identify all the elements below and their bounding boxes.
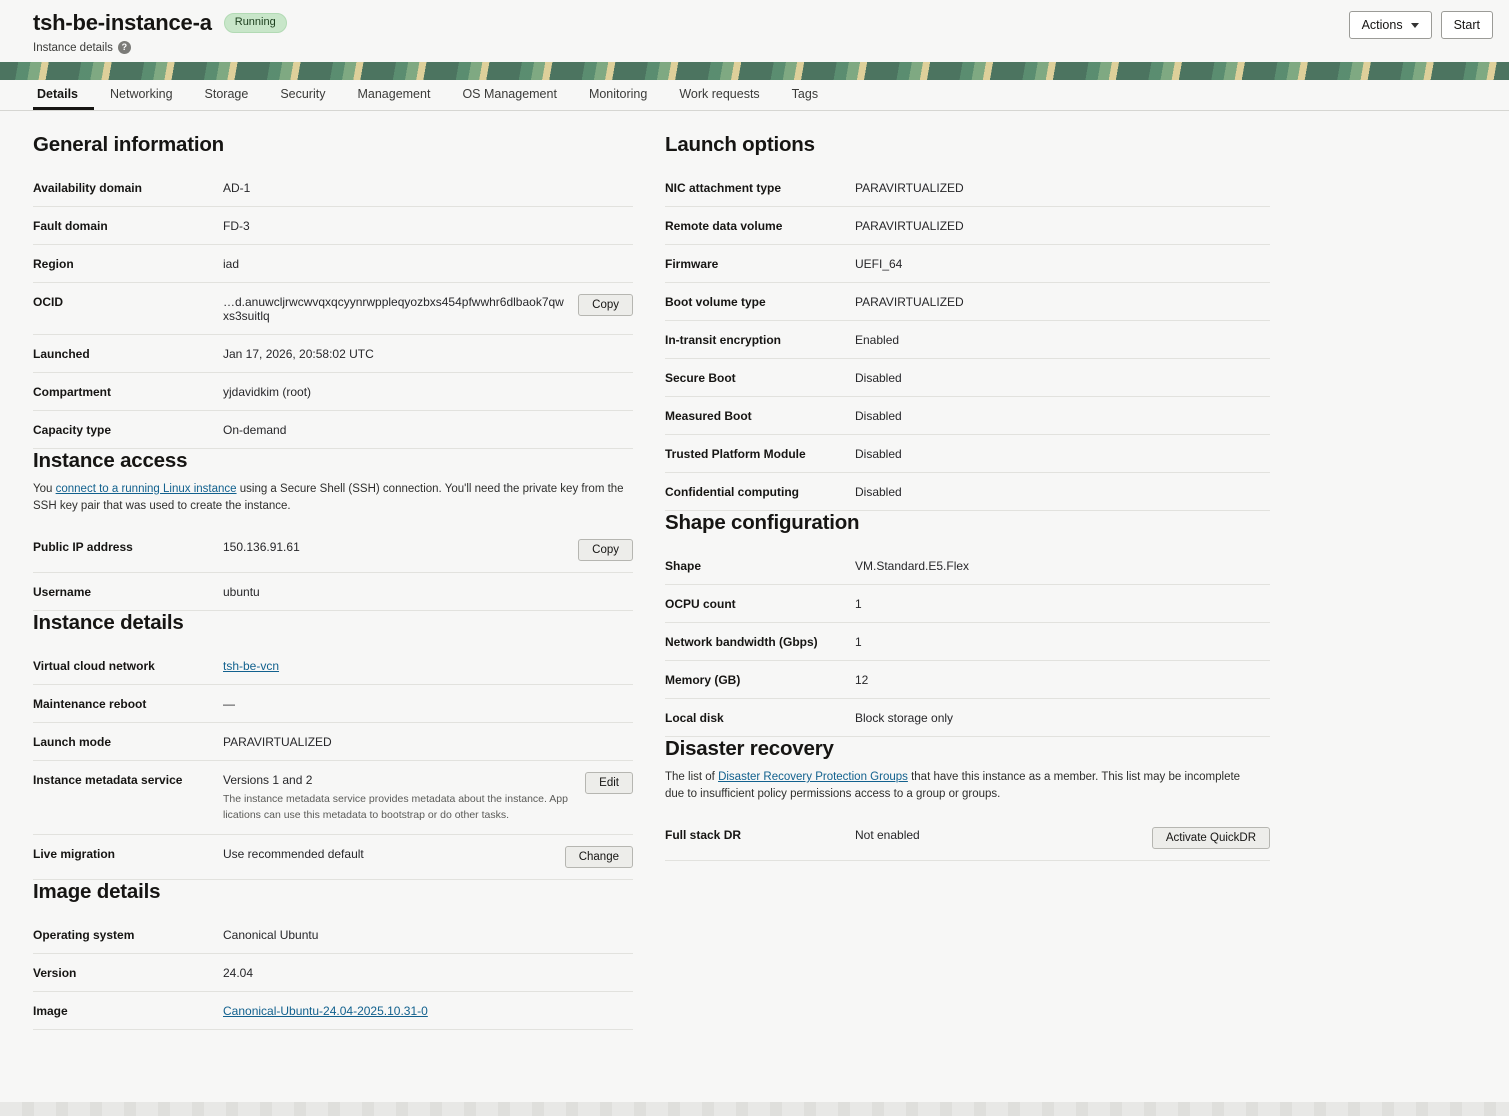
launch-options-title: Launch options (665, 133, 815, 156)
table-row (665, 397, 1270, 435)
table-row-live-migration (33, 835, 633, 880)
tab-management[interactable]: Management (357, 86, 431, 101)
disaster-recovery-title: Disaster recovery (665, 737, 834, 760)
row-label: Local disk (665, 711, 724, 725)
row-value: VM.Standard.E5.Flex (855, 559, 970, 573)
table-row (33, 373, 633, 411)
table-row (665, 435, 1270, 473)
table-row (33, 528, 633, 573)
table-row (665, 283, 1270, 321)
launch-options-list (665, 169, 1270, 511)
row-label: Network bandwidth (Gbps) (665, 635, 818, 649)
row-label: Capacity type (33, 423, 112, 437)
row-value: Jan 17, 2026, 20:58:02 UTC (223, 347, 374, 361)
row-label: Public IP address (33, 540, 133, 555)
row-label: OCPU count (665, 597, 736, 611)
bottom-decorative-strip (0, 1102, 1509, 1116)
row-label: Operating system (33, 927, 135, 942)
row-value: Disabled (855, 409, 902, 423)
row-value: On-demand (223, 423, 287, 437)
row-value: PARAVIRTUALIZED (855, 181, 964, 195)
copy-ocid-button[interactable]: Copy (578, 294, 633, 316)
connect-linux-instance-link[interactable]: connect to a running Linux instance (55, 483, 237, 495)
row-value: …d.anuwcljrwcwvqxqcyynrwppleqyozbxs454pfwwhr6dlbaok7qwxs3suitlq (223, 295, 564, 323)
row-label: Confidential computing (665, 485, 799, 499)
disaster-recovery-description (665, 769, 1260, 802)
row-value: PARAVIRTUALIZED (855, 295, 964, 309)
tab-storage[interactable]: Storage (204, 86, 249, 101)
table-row (33, 169, 633, 207)
shape-configuration-title: Shape configuration (665, 511, 860, 534)
general-information-list (33, 169, 633, 449)
vcn-link[interactable]: tsh-be-vcn (223, 659, 280, 674)
row-action (578, 539, 633, 561)
row-value: 150.136.91.61 (223, 540, 300, 555)
desc-text-after: that have this instance as a member. This list may be incomplete due to insufficient policy permissions access to a group or groups. (665, 771, 1241, 800)
table-row (665, 245, 1270, 283)
row-action (565, 846, 633, 868)
actions-button[interactable] (1349, 11, 1432, 39)
row-label: Virtual cloud network (33, 659, 155, 674)
row-value (223, 1003, 633, 1018)
table-row-metadata-service (33, 761, 633, 834)
row-label: Maintenance reboot (33, 697, 147, 712)
row-label: Remote data volume (665, 219, 783, 233)
row-value: 1 (855, 635, 862, 649)
table-row (665, 169, 1270, 207)
row-value: yjdavidkim (root) (223, 385, 312, 399)
table-row (665, 359, 1270, 397)
page-title: tsh-be-instance-a (33, 10, 212, 35)
table-row (33, 335, 633, 373)
actions-button-label: Actions (1361, 18, 1403, 32)
chevron-down-icon (1411, 23, 1419, 28)
tab-monitoring[interactable]: Monitoring (588, 86, 648, 101)
row-value: UEFI_64 (855, 257, 903, 271)
row-value: Canonical Ubuntu (223, 927, 319, 942)
activate-quickdr-button[interactable]: Activate QuickDR (1152, 827, 1270, 849)
row-label: NIC attachment type (665, 181, 782, 195)
table-row (665, 207, 1270, 245)
table-row (665, 473, 1270, 511)
image-link[interactable]: Canonical-Ubuntu-24.04-2025.10.31-0 (223, 1003, 428, 1018)
row-value: iad (223, 257, 240, 271)
general-information-title: General information (33, 133, 224, 156)
row-label: Live migration (33, 846, 116, 861)
disaster-recovery-list (665, 816, 1270, 861)
drpg-link[interactable]: Disaster Recovery Protection Groups (718, 771, 908, 783)
details-content (0, 111, 1509, 1116)
row-label: Secure Boot (665, 371, 736, 385)
row-value-subtext: The instance metadata service provides metadata about the instance. Applications can use this metadata to bootstrap or do other tasks. (223, 793, 568, 821)
tab-work-requests[interactable]: Work requests (679, 86, 760, 101)
desc-text-after: using a Secure Shell (SSH) connection. You'll need the private key from the SSH key pair that was used to create the instance. (33, 483, 624, 512)
tab-security[interactable]: Security (280, 86, 326, 101)
row-label: Shape (665, 559, 702, 573)
instance-access-list (33, 528, 633, 611)
table-row (33, 723, 633, 761)
breadcrumb-label: Instance details (33, 41, 113, 54)
page-header (0, 0, 1509, 62)
image-details-title: Image details (33, 879, 161, 903)
tab-tags[interactable]: Tags (791, 86, 819, 101)
table-row (33, 916, 633, 954)
row-label: Instance metadata service (33, 773, 183, 788)
row-label: Measured Boot (665, 409, 752, 423)
row-label: Version (33, 965, 77, 980)
breadcrumb (33, 41, 1493, 54)
table-row (665, 547, 1270, 585)
row-value: 1 (855, 597, 862, 611)
table-row (33, 411, 633, 449)
right-column (665, 133, 1270, 1116)
shape-configuration-list (665, 547, 1270, 737)
table-row (33, 245, 633, 283)
table-row (665, 321, 1270, 359)
table-row (33, 685, 633, 723)
row-value: PARAVIRTUALIZED (223, 735, 332, 750)
desc-text-before: You (33, 483, 56, 495)
row-value (223, 658, 633, 673)
row-label: OCID (33, 295, 63, 309)
row-label: Availability domain (33, 181, 142, 195)
help-icon[interactable]: ? (118, 41, 131, 54)
row-value: 12 (855, 673, 869, 687)
row-label: Fault domain (33, 219, 108, 233)
tab-bar (0, 80, 1509, 111)
table-row (665, 585, 1270, 623)
start-button[interactable]: Start (1441, 11, 1493, 39)
row-action (1152, 827, 1270, 849)
title-row (33, 10, 1493, 36)
tab-networking[interactable]: Networking (110, 86, 173, 101)
tab-os-management[interactable]: OS Management (462, 86, 557, 101)
row-value: 24.04 (223, 965, 254, 980)
left-column (33, 133, 633, 1116)
header-actions (1349, 11, 1493, 39)
change-live-migration-button[interactable]: Change (565, 846, 633, 868)
table-row (33, 647, 633, 685)
edit-metadata-service-button[interactable]: Edit (585, 772, 633, 794)
table-row (33, 992, 633, 1030)
row-action (585, 772, 633, 794)
table-row-full-stack-dr (665, 816, 1270, 861)
decorative-banner (0, 62, 1509, 80)
row-value-text: Versions 1 and 2 (223, 773, 313, 788)
row-value: Block storage only (855, 711, 954, 725)
copy-public-ip-button[interactable]: Copy (578, 539, 633, 561)
table-row (33, 573, 633, 611)
row-action (578, 294, 633, 316)
table-row (665, 699, 1270, 737)
instance-details-list (33, 647, 633, 879)
instance-details-title: Instance details (33, 611, 184, 635)
row-label: Trusted Platform Module (665, 447, 806, 461)
row-label: Username (33, 585, 92, 600)
row-value (223, 772, 575, 822)
row-label: In-transit encryption (665, 333, 782, 347)
row-value: Use recommended default (223, 846, 364, 861)
instance-access-title: Instance access (33, 449, 188, 472)
table-row (33, 207, 633, 245)
row-label: Image (33, 1003, 68, 1018)
row-value: Disabled (855, 485, 902, 499)
row-value: FD-3 (223, 219, 250, 233)
row-label: Compartment (33, 385, 112, 399)
row-value: Disabled (855, 447, 902, 461)
row-value: Enabled (855, 333, 900, 347)
row-value: — (223, 697, 235, 712)
row-value: Disabled (855, 371, 902, 385)
row-value: ubuntu (223, 585, 260, 600)
instance-access-description (33, 481, 628, 514)
row-label: Firmware (665, 257, 719, 271)
row-label: Launch mode (33, 735, 112, 750)
row-label: Full stack DR (665, 828, 742, 843)
row-label: Memory (GB) (665, 673, 741, 687)
table-row (665, 623, 1270, 661)
row-value: AD-1 (223, 181, 251, 195)
table-row (665, 661, 1270, 699)
row-value: PARAVIRTUALIZED (855, 219, 964, 233)
row-label: Launched (33, 347, 90, 361)
desc-text-before: The list of (665, 771, 719, 783)
table-row (33, 954, 633, 992)
image-details-list (33, 916, 633, 1030)
row-label: Boot volume type (665, 295, 766, 309)
table-row-ocid (33, 283, 633, 335)
row-label: Region (33, 257, 74, 271)
status-badge: Running (224, 13, 287, 33)
tab-details[interactable]: Details (33, 80, 94, 110)
row-value: Not enabled (855, 828, 920, 843)
